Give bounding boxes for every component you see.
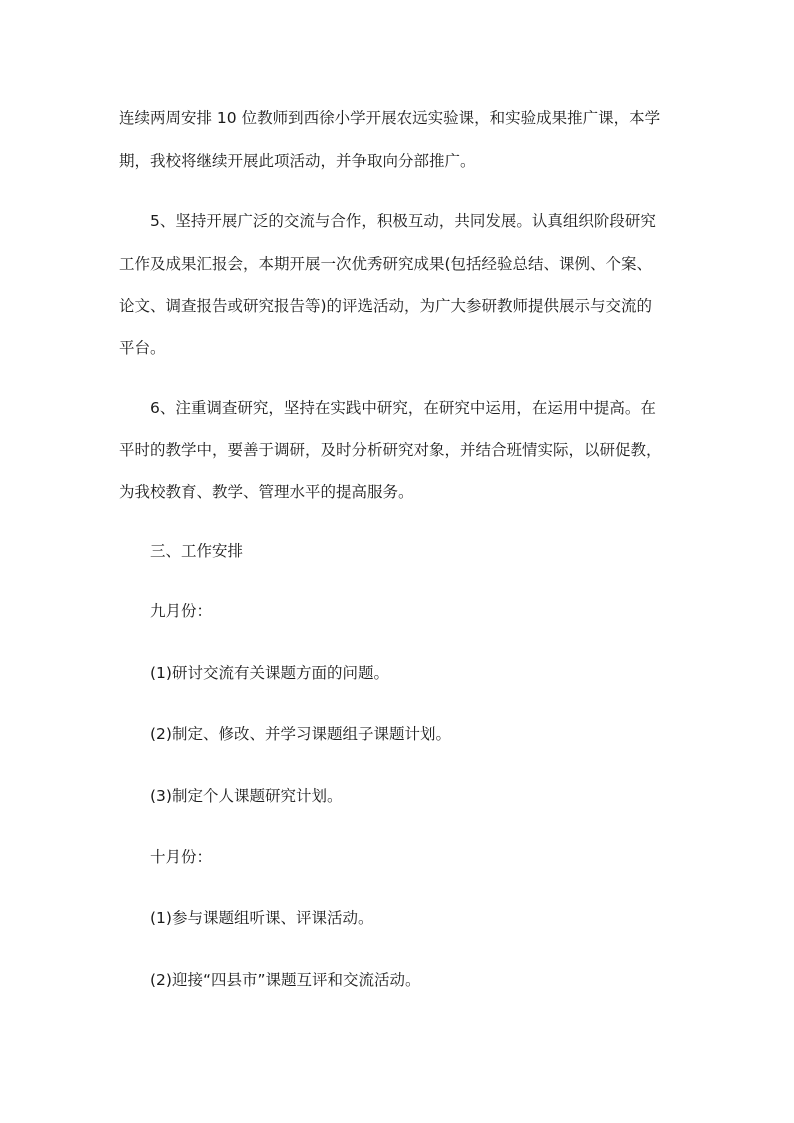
paragraph-line: 平台。 [119,339,166,357]
list-item: (1)参与课题组听课、评课活动。 [150,909,374,927]
paragraph-line: 平时的教学中，要善于调研，及时分析研究对象，并结合班情实际，以研促教， [119,441,662,459]
paragraph-line: 论文、调查报告或研究报告等)的评选活动，为广大参研教师提供展示与交流的 [119,297,653,315]
month-heading: 十月份： [150,848,213,866]
list-item: (1)研讨交流有关课题方面的问题。 [150,664,389,682]
paragraph-line: 工作及成果汇报会，本期开展一次优秀研究成果(包括经验总结、课例、个案、 [119,255,653,273]
paragraph-line: 期，我校将继续开展此项活动，并争取向分部推广。 [119,152,476,170]
list-item: (2)迎接“四县市”课题互评和交流活动。 [150,971,421,989]
list-item: (3)制定个人课题研究计划。 [150,787,343,805]
month-heading: 九月份： [150,602,213,620]
list-item: (2)制定、修改、并学习课题组子课题计划。 [150,725,451,743]
paragraph-line: 6、注重调查研究，坚持在实践中研究，在研究中运用，在运用中提高。在 [150,399,656,417]
section-heading: 三、工作安排 [150,542,244,560]
paragraph-line: 5、坚持开展广泛的交流与合作，积极互动，共同发展。认真组织阶段研究 [150,212,656,230]
paragraph-line: 连续两周安排 10 位教师到西徐小学开展农远实验课，和实验成果推广课，本学 [119,109,661,127]
paragraph-line: 为我校教育、教学、管理水平的提高服务。 [119,483,414,501]
